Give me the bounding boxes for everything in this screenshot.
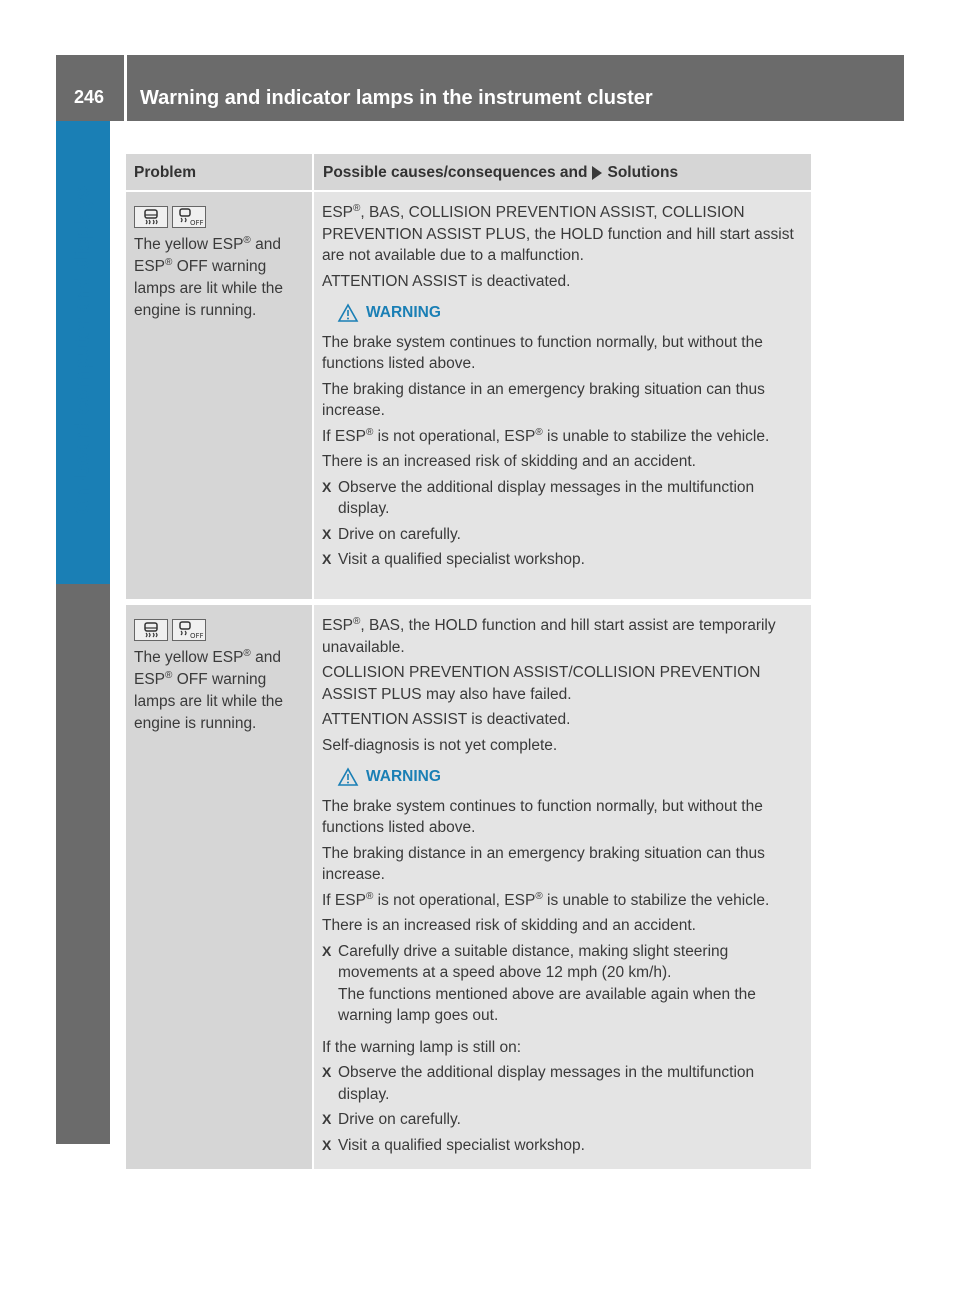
registered-mark: ® (243, 234, 251, 246)
warning-text: The braking distance in an emergency braking situation can thus increase. (322, 844, 765, 883)
esp-off-icon (172, 206, 206, 228)
step-arrow-icon: X (322, 1064, 332, 1080)
step-text: Observe the additional display messages in the multifunction display. (338, 1064, 755, 1103)
problem-text-part: ESP (134, 671, 166, 688)
registered-mark: ® (535, 890, 543, 902)
warning-text-part: is unable to stabilize the vehicle. (542, 427, 770, 445)
warning-text: The brake system continues to function normally, but without the functions listed above. (322, 333, 763, 372)
warning-text-part: is not operational, ESP (373, 891, 536, 909)
problem-text (134, 647, 304, 735)
step-text (338, 941, 805, 1027)
cause-text-part: , BAS, COLLISION PREVENTION ASSIST, COLLISION PREVENTION ASSIST PLUS, the HOLD function and hill start assist are not available due to a malfunction. (322, 204, 794, 264)
solution-step (322, 1109, 805, 1131)
esp-icon (134, 619, 168, 641)
warning-text (322, 890, 805, 912)
lamp-icons (134, 206, 304, 228)
solution-cell (314, 605, 811, 1169)
page-title: Warning and indicator lamps in the instrument cluster (140, 87, 653, 109)
solution-step (322, 941, 805, 1027)
warning-heading (338, 302, 805, 324)
step-text: Drive on carefully. (338, 525, 461, 543)
cause-text (322, 202, 805, 267)
step-arrow-icon: X (322, 551, 332, 567)
col-header-solutions-pre: Possible causes/consequences and (323, 164, 588, 181)
problem-text-part: ESP (134, 258, 166, 275)
cause-text: Self-diagnosis is not yet complete. (322, 736, 558, 754)
step-text-part: Carefully drive a suitable distance, making slight steering movements at a speed above 12 mph (20 km/h). (338, 942, 729, 981)
svg-text:OFF: OFF (190, 219, 204, 227)
header-divider (124, 55, 127, 121)
solution-step (322, 1135, 805, 1157)
registered-mark: ® (165, 256, 173, 268)
step-arrow-icon: X (322, 478, 332, 495)
problem-text-part: and (250, 649, 281, 666)
problem-cell (126, 605, 314, 1169)
esp-icon (134, 206, 168, 228)
registered-mark: ® (365, 890, 374, 902)
registered-mark: ® (353, 615, 361, 627)
cause-text: COLLISION PREVENTION ASSIST/COLLISION PREVENTION ASSIST PLUS may also have failed. (322, 664, 761, 703)
warning-text-part: If ESP (322, 891, 366, 909)
col-header-problem: Problem (126, 154, 314, 190)
step-note: The functions mentioned above are available again when the warning lamp goes out. (338, 985, 756, 1024)
registered-mark: ® (243, 647, 251, 659)
registered-mark: ® (353, 202, 361, 214)
step-arrow-icon: X (322, 942, 332, 959)
problem-text-part: OFF warning (172, 671, 267, 688)
table-row (126, 605, 811, 1169)
page-number: 246 (73, 87, 105, 107)
page-header (56, 55, 904, 121)
warning-table (126, 154, 811, 1169)
step-arrow-icon (592, 166, 602, 180)
warning-text (322, 426, 805, 448)
problem-text-part: engine is running. (134, 715, 257, 732)
problem-text-part: lamps are lit while the (134, 693, 284, 710)
cause-text-part: , BAS, the HOLD function and hill start assist are temporarily unavailable. (322, 617, 776, 656)
step-arrow-icon: X (322, 1111, 332, 1127)
registered-mark: ® (365, 426, 374, 438)
cause-text: ATTENTION ASSIST is deactivated. (322, 272, 571, 290)
warning-text: The brake system continues to function normally, but without the functions listed above. (322, 797, 763, 836)
warning-text: The braking distance in an emergency braking situation can thus increase. (322, 380, 765, 419)
problem-text-part: OFF warning (172, 258, 267, 275)
col-header-solutions-post: Solutions (607, 164, 679, 181)
cause-text-part: ESP (322, 617, 354, 634)
solution-step (322, 524, 805, 546)
table-header (126, 154, 811, 192)
step-text: Visit a qualified specialist workshop. (338, 1136, 585, 1154)
problem-text-part: The yellow ESP (134, 236, 244, 253)
condition-text: If the warning lamp is still on: (322, 1038, 522, 1056)
esp-off-icon (172, 619, 206, 641)
col-header-solutions (314, 154, 811, 190)
problem-text-part: engine is running. (134, 302, 257, 319)
warning-heading (338, 766, 805, 788)
warning-triangle-icon (338, 304, 358, 322)
step-text: Visit a qualified specialist workshop. (338, 551, 585, 568)
warning-text: There is an increased risk of skidding and an accident. (322, 453, 696, 470)
table-row (126, 192, 811, 605)
step-arrow-icon: X (322, 1136, 332, 1153)
cause-text-part: ESP (322, 204, 354, 221)
warning-text-part: is not operational, ESP (373, 427, 536, 445)
warning-text: There is an increased risk of skidding and an accident. (322, 917, 696, 934)
step-text: Drive on carefully. (338, 1111, 461, 1128)
warning-label: WARNING (366, 768, 441, 785)
step-text: Observe the additional display messages in the multifunction display. (338, 478, 755, 517)
warning-label: WARNING (366, 304, 441, 321)
solution-step (322, 549, 805, 571)
problem-cell (126, 192, 314, 599)
warning-text-part: is unable to stabilize the vehicle. (542, 891, 770, 909)
warning-triangle-icon (338, 768, 358, 786)
side-tab-label: On-board computer and displays (71, 185, 94, 515)
svg-text:OFF: OFF (190, 632, 204, 640)
cause-text (322, 615, 805, 658)
step-arrow-icon: X (322, 525, 332, 542)
registered-mark: ® (165, 669, 173, 681)
problem-text-part: and (250, 236, 281, 253)
solution-cell (314, 192, 811, 599)
registered-mark: ® (535, 426, 543, 438)
solution-step (322, 477, 805, 520)
solution-step (322, 1062, 805, 1105)
cause-text: ATTENTION ASSIST is deactivated. (322, 711, 571, 728)
problem-text (134, 234, 304, 322)
warning-text-part: If ESP (322, 427, 366, 445)
lamp-icons (134, 619, 304, 641)
problem-text-part: lamps are lit while the (134, 280, 284, 297)
problem-text-part: The yellow ESP (134, 649, 244, 666)
